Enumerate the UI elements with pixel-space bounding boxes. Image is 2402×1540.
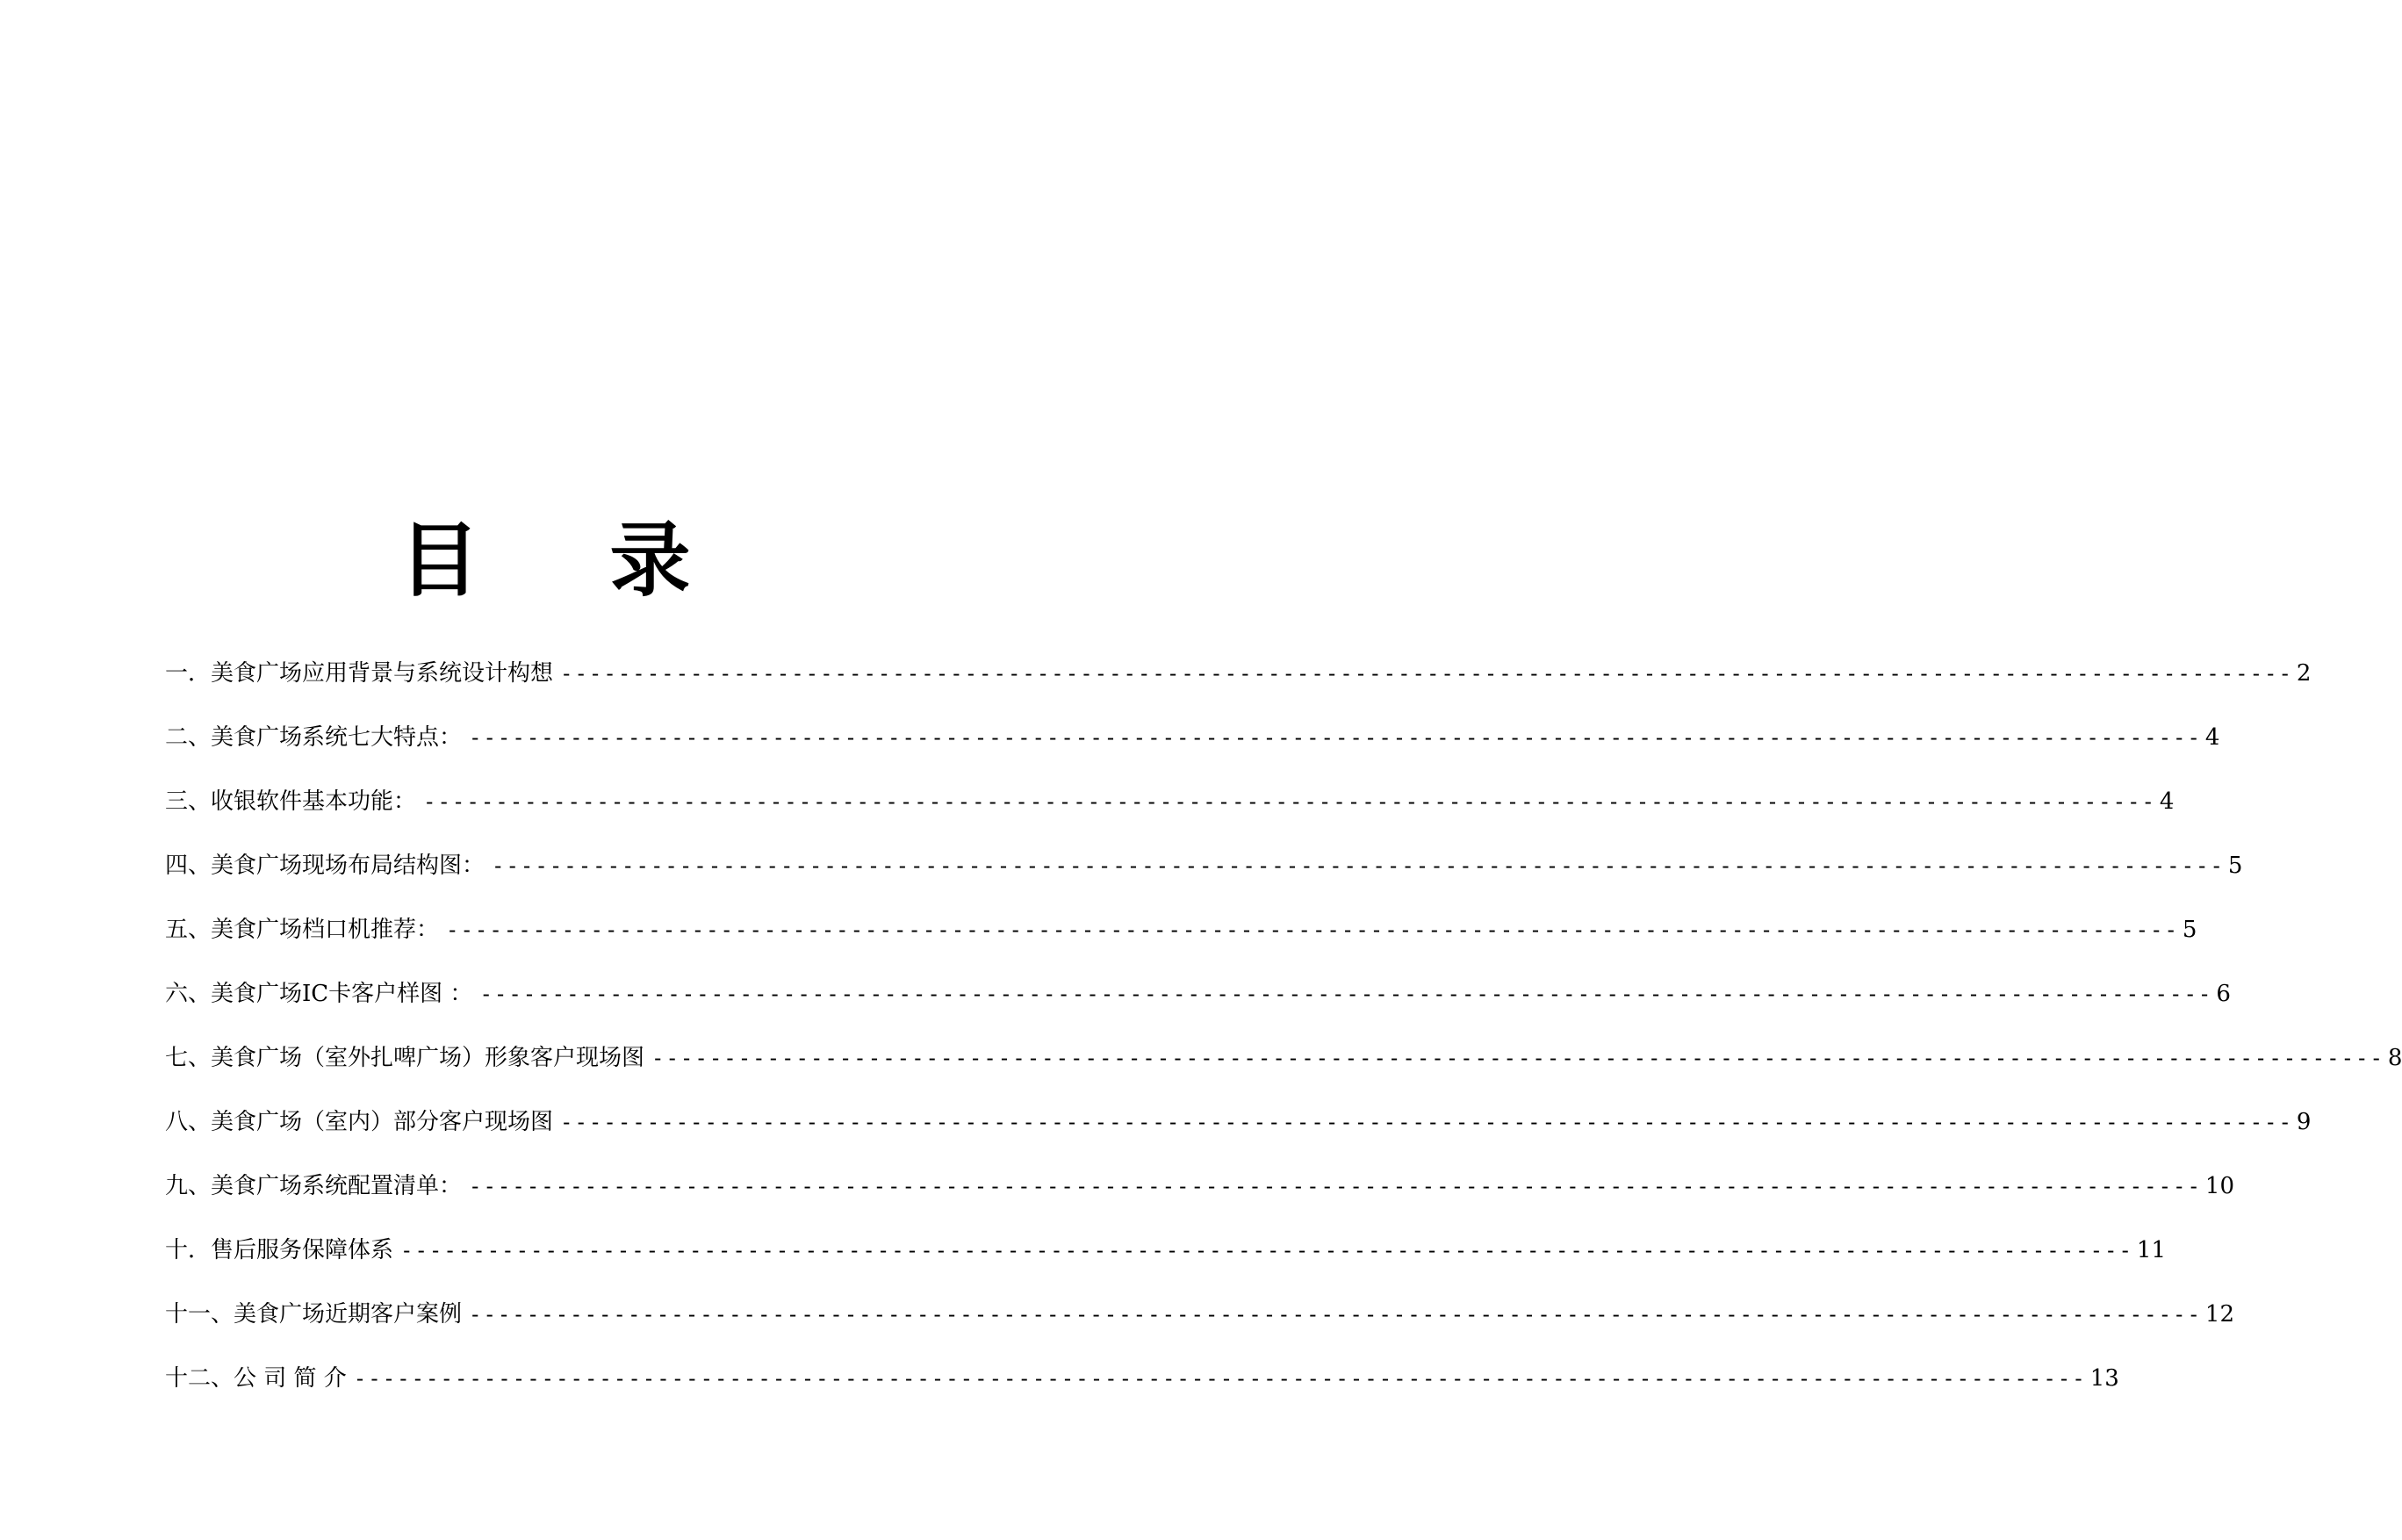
toc-dot-leader: ------------------------------------------------------------------------------------------------------------------------ xyxy=(353,1366,2087,1391)
toc-entry-page: 4 xyxy=(2204,724,2220,751)
toc-entry[interactable] xyxy=(165,1268,2235,1332)
toc-dot-leader: ------------------------------------------------------------------------------------------------------------------------ xyxy=(560,661,2293,686)
toc-dot-leader: ------------------------------------------------------------------------------------------------------------------------ xyxy=(423,789,2156,814)
toc-entry-label: 四、美食广场现场布局结构图： xyxy=(165,853,485,879)
toc-entry-page: 11 xyxy=(2136,1237,2167,1263)
toc-entry-label: 一．美食广场应用背景与系统设计构想 xyxy=(165,660,554,687)
toc-entry-page: 5 xyxy=(2182,917,2197,943)
toc-entry[interactable] xyxy=(165,1011,2402,1076)
toc-dot-leader: ------------------------------------------------------------------------------------------------------------------------ xyxy=(400,1238,2133,1263)
toc-entry-page: 6 xyxy=(2216,981,2231,1007)
toc-dot-leader: ------------------------------------------------------------------------------------------------------------------------ xyxy=(469,725,2202,750)
toc-entry[interactable] xyxy=(165,883,2197,947)
toc-entry-label: 八、美食广场（室内）部分客户现场图 xyxy=(165,1109,554,1135)
toc-entry-label: 十．售后服务保障体系 xyxy=(165,1237,394,1263)
toc-dot-leader: ------------------------------------------------------------------------------------------------------------------------ xyxy=(479,982,2213,1006)
toc-entry-label: 二、美食广场系统七大特点： xyxy=(165,724,463,751)
toc-entry-page: 5 xyxy=(2227,853,2243,879)
toc-entry-label: 十一、美食广场近期客户案例 xyxy=(165,1301,463,1328)
toc-entry-page: 13 xyxy=(2089,1365,2119,1392)
toc-dot-leader: ------------------------------------------------------------------------------------------------------------------------ xyxy=(469,1174,2202,1198)
toc-entry[interactable] xyxy=(165,819,2243,883)
toc-entry-page: 10 xyxy=(2204,1173,2235,1199)
toc-entry[interactable] xyxy=(165,1076,2312,1140)
toc-entry[interactable] xyxy=(165,1204,2167,1268)
toc-entry-label: 三、收银软件基本功能： xyxy=(165,788,417,815)
toc-entry-label: 十二、公 司 简 介 xyxy=(165,1365,347,1392)
toc-entry-page: 2 xyxy=(2296,660,2312,687)
toc-entry[interactable] xyxy=(165,627,2312,691)
toc-entry-page: 12 xyxy=(2204,1301,2235,1328)
toc-dot-leader: ------------------------------------------------------------------------------------------------------------------------ xyxy=(446,918,2179,942)
toc-entry-label: 五、美食广场档口机推荐： xyxy=(165,917,440,943)
toc-entry-label: 七、美食广场（室外扎啤广场）形象客户现场图 xyxy=(165,1045,645,1071)
toc-entry[interactable] xyxy=(165,755,2175,819)
toc-entry-page: 8 xyxy=(2387,1045,2402,1071)
toc-dot-leader: ------------------------------------------------------------------------------------------------------------------------ xyxy=(492,853,2225,878)
toc-dot-leader: ------------------------------------------------------------------------------------------------------------------------ xyxy=(469,1302,2202,1327)
toc-entry[interactable] xyxy=(165,1140,2235,1204)
toc-entry[interactable] xyxy=(165,947,2231,1011)
toc-entry[interactable] xyxy=(165,1332,2119,1396)
toc-list xyxy=(165,627,2402,1396)
toc-dot-leader: ------------------------------------------------------------------------------------------------------------------------ xyxy=(560,1110,2293,1134)
toc-entry[interactable] xyxy=(165,691,2220,755)
toc-title: 目 录 xyxy=(399,513,742,608)
toc-entry-page: 9 xyxy=(2296,1109,2312,1135)
toc-dot-leader: ------------------------------------------------------------------------------------------------------------------------ xyxy=(651,1046,2384,1070)
toc-entry-label: 九、美食广场系统配置清单： xyxy=(165,1173,463,1199)
toc-entry-page: 4 xyxy=(2159,788,2175,815)
toc-entry-label: 六、美食广场IC卡客户样图 ： xyxy=(165,981,473,1007)
